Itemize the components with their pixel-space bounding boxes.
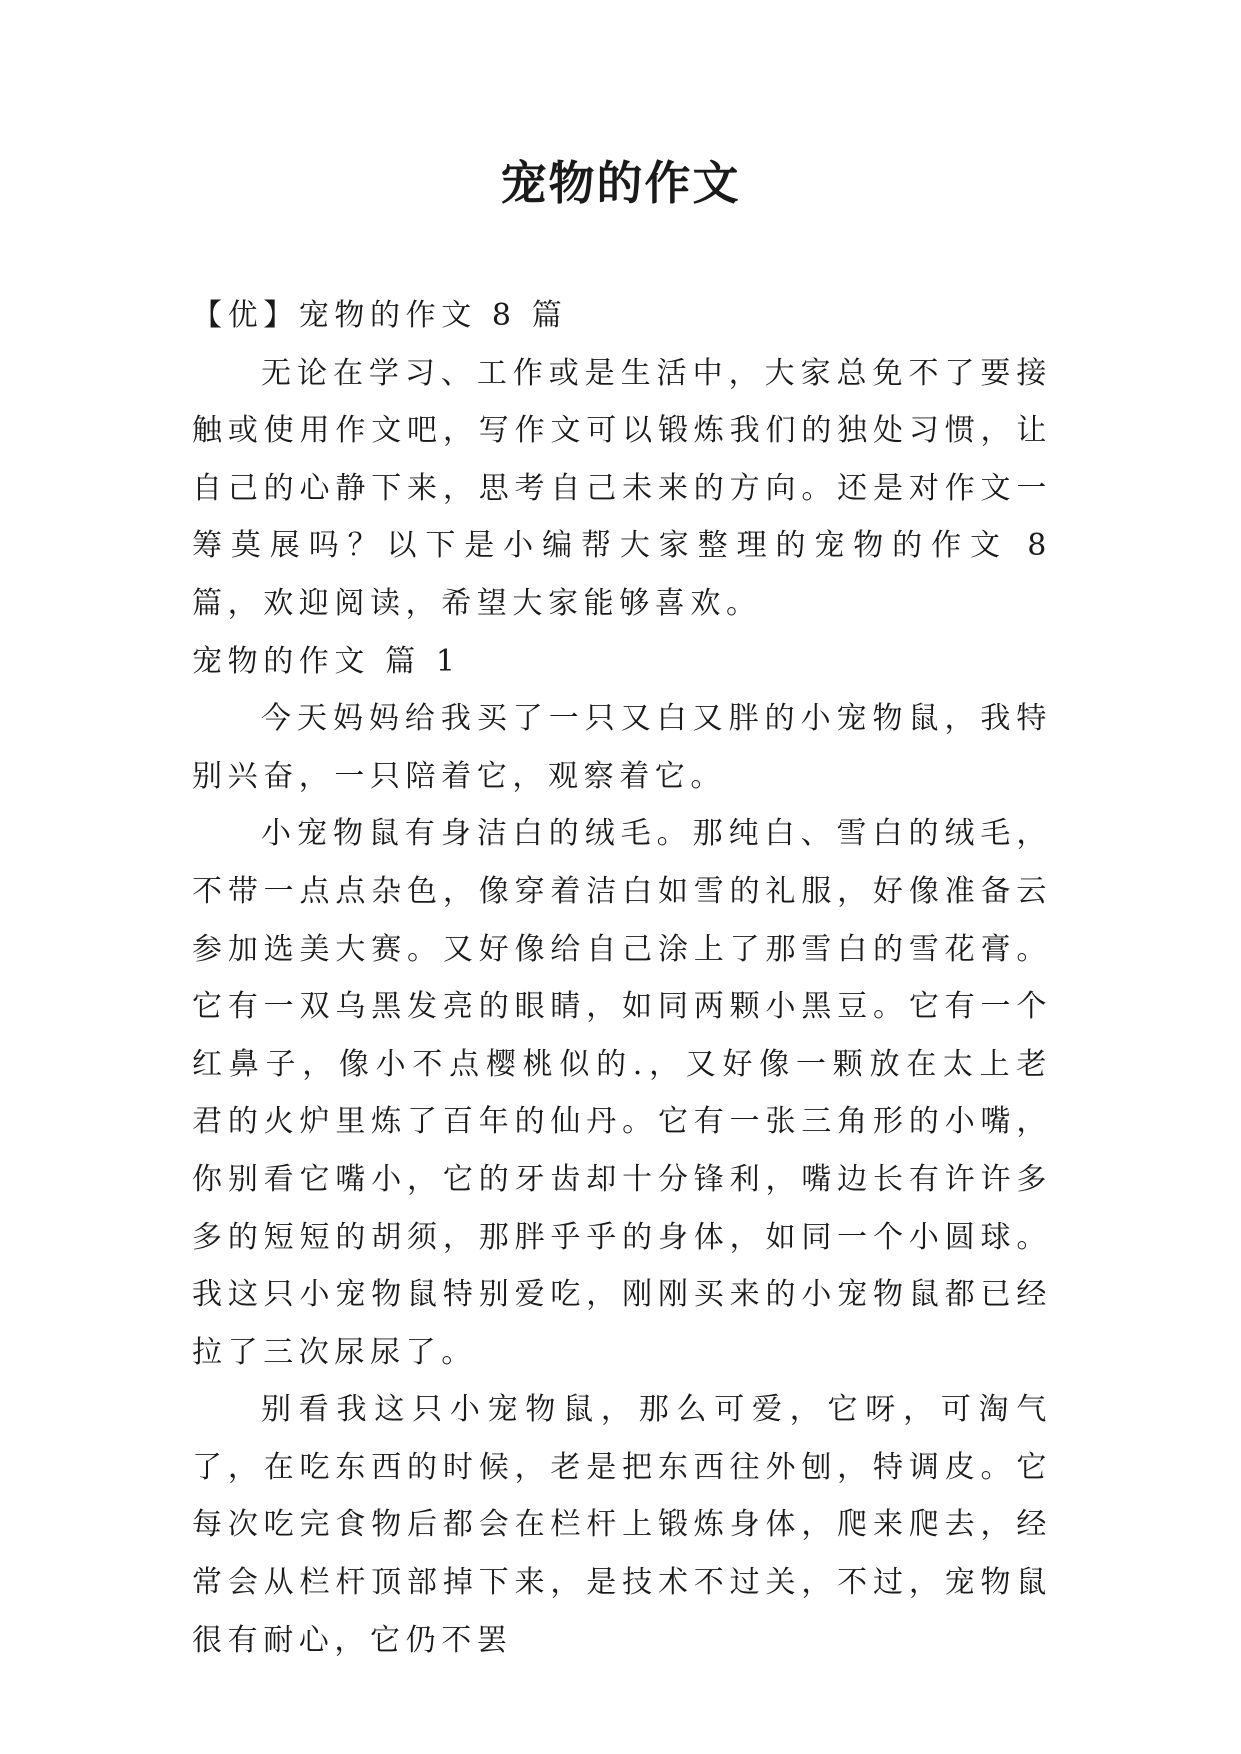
body-paragraph-2: 小宠物鼠有身洁白的绒毛。那纯白、雪白的绒毛，不带一点点杂色，像穿着洁白如雪的礼服，好像准备云参加选美大赛。又好像给自己涂上了那雪白的雪花膏。它有一双乌黑发亮的眼睛，如同两颗小黑豆。它有一个红鼻子，像小不点樱桃似的.，又好像一颗放在太上老君的火炉里炼了百年的仙丹。它有一张三角形的小嘴，你别看它嘴小，它的牙齿却十分锋利，嘴边长有许许多多的短短的胡须，那胖乎乎的身体，如同一个小圆球。我这只小宠物鼠特别爱吃，刚刚买来的小宠物鼠都已经拉了三次尿尿了。 <box>192 816 1052 1370</box>
body-paragraph-3: 别看我这只小宠物鼠，那么可爱，它呀，可淘气了，在吃东西的时候，老是把东西往外刨，特调皮。它每次吃完食物后都会在栏杆上锻炼身体，爬来爬去，经常会从栏杆顶部掉下来，是技术不过关，不过，宠物鼠很有耐心，它仍不罢 <box>192 1392 1052 1658</box>
document-subtitle: 【优】宠物的作文 8 篇 <box>192 298 568 333</box>
section-heading: 宠物的作文 篇 1 <box>192 643 461 679</box>
body-paragraph-1: 今天妈妈给我买了一只又白又胖的小宠物鼠，我特别兴奋，一只陪着它，观察着它。 <box>192 701 1052 794</box>
document-body <box>192 287 1052 1669</box>
intro-paragraph: 无论在学习、工作或是生活中，大家总免不了要接触或使用作文吧，写作文可以锻炼我们的独处习惯，让自己的心静下来，思考自己未来的方向。还是对作文一筹莫展吗？以下是小编帮大家整理的宠物的作文 8 篇，欢迎阅读，希望大家能够喜欢。 <box>192 355 1052 621</box>
document-title: 宠物的作文 <box>500 156 741 210</box>
